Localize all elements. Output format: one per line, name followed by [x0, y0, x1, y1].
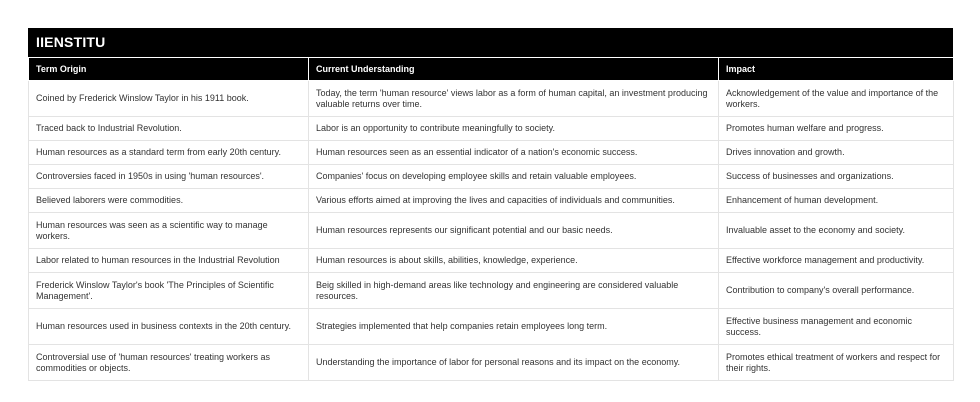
- cell-term-origin: Traced back to Industrial Revolution.: [29, 117, 309, 141]
- table-row: [29, 345, 954, 381]
- column-header-term-origin: Term Origin: [29, 58, 309, 81]
- terms-table: [28, 57, 954, 381]
- brand-header: IIENSTITU: [28, 28, 953, 57]
- cell-term-origin: Human resources used in business contexts in the 20th century.: [29, 309, 309, 345]
- column-header-impact: Impact: [719, 58, 954, 81]
- cell-term-origin: Believed laborers were commodities.: [29, 189, 309, 213]
- cell-current-understanding: Human resources is about skills, abilities, knowledge, experience.: [309, 249, 719, 273]
- table-row: [29, 213, 954, 249]
- table-row: [29, 273, 954, 309]
- table-header-row: [29, 58, 954, 81]
- cell-current-understanding: Human resources represents our significant potential and our basic needs.: [309, 213, 719, 249]
- table-row: [29, 81, 954, 117]
- cell-impact: Acknowledgement of the value and importance of the workers.: [719, 81, 954, 117]
- cell-impact: Promotes human welfare and progress.: [719, 117, 954, 141]
- cell-impact: Promotes ethical treatment of workers and respect for their rights.: [719, 345, 954, 381]
- cell-term-origin: Controversies faced in 1950s in using 'human resources'.: [29, 165, 309, 189]
- cell-term-origin: Human resources as a standard term from early 20th century.: [29, 141, 309, 165]
- cell-impact: Success of businesses and organizations.: [719, 165, 954, 189]
- column-header-current-understanding: Current Understanding: [309, 58, 719, 81]
- cell-impact: Contribution to company's overall performance.: [719, 273, 954, 309]
- cell-impact: Effective business management and economic success.: [719, 309, 954, 345]
- cell-current-understanding: Labor is an opportunity to contribute meaningfully to society.: [309, 117, 719, 141]
- cell-current-understanding: Today, the term 'human resource' views labor as a form of human capital, an investment producing valuable returns over time.: [309, 81, 719, 117]
- cell-current-understanding: Companies' focus on developing employee skills and retain valuable employees.: [309, 165, 719, 189]
- table-row: [29, 117, 954, 141]
- content-table-container: [28, 28, 953, 381]
- cell-term-origin: Human resources was seen as a scientific way to manage workers.: [29, 213, 309, 249]
- table-row: [29, 189, 954, 213]
- cell-current-understanding: Human resources seen as an essential indicator of a nation's economic success.: [309, 141, 719, 165]
- cell-impact: Invaluable asset to the economy and society.: [719, 213, 954, 249]
- table-row: [29, 309, 954, 345]
- cell-impact: Drives innovation and growth.: [719, 141, 954, 165]
- table-row: [29, 141, 954, 165]
- cell-term-origin: Labor related to human resources in the Industrial Revolution: [29, 249, 309, 273]
- cell-current-understanding: Understanding the importance of labor for personal reasons and its impact on the economy.: [309, 345, 719, 381]
- cell-current-understanding: Various efforts aimed at improving the lives and capacities of individuals and communities.: [309, 189, 719, 213]
- cell-term-origin: Coined by Frederick Winslow Taylor in his 1911 book.: [29, 81, 309, 117]
- cell-term-origin: Frederick Winslow Taylor's book 'The Principles of Scientific Management'.: [29, 273, 309, 309]
- cell-current-understanding: Beig skilled in high-demand areas like technology and engineering are considered valuable resources.: [309, 273, 719, 309]
- cell-current-understanding: Strategies implemented that help companies retain employees long term.: [309, 309, 719, 345]
- table-row: [29, 165, 954, 189]
- cell-impact: Enhancement of human development.: [719, 189, 954, 213]
- cell-term-origin: Controversial use of 'human resources' treating workers as commodities or objects.: [29, 345, 309, 381]
- cell-impact: Effective workforce management and productivity.: [719, 249, 954, 273]
- table-row: [29, 249, 954, 273]
